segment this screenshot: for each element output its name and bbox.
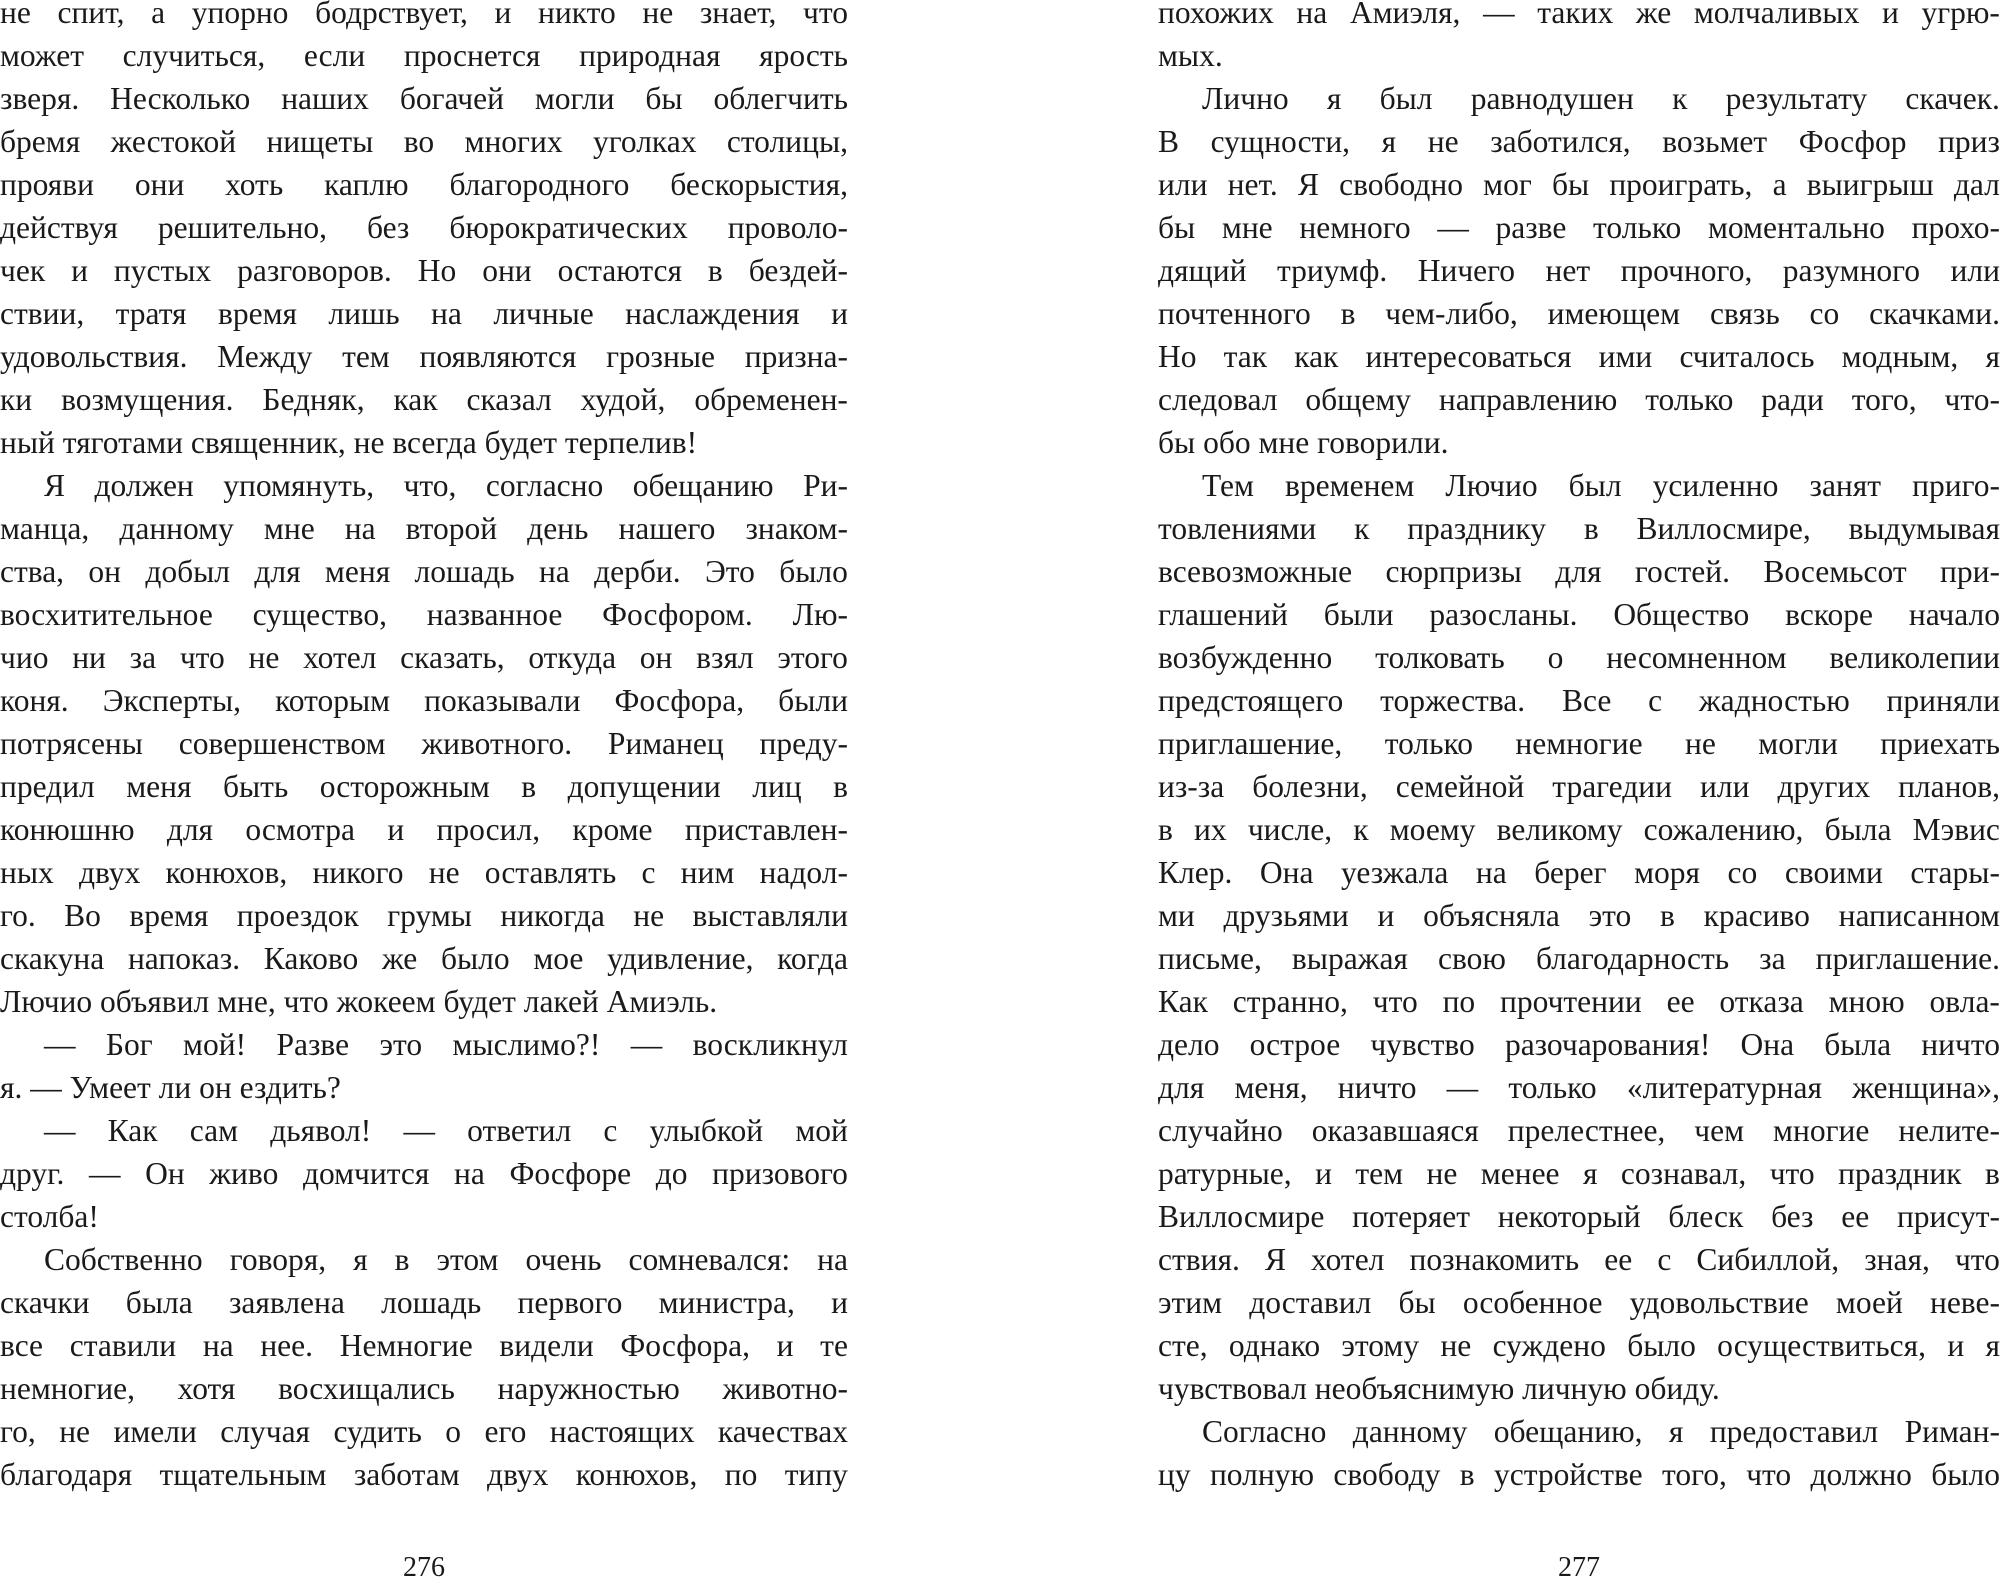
text-line: глашений были разосланы. Общество вскоре начало (1158, 597, 2000, 632)
text-line: В сущности, я не заботился, возьмет Фосфор приз (1158, 124, 2000, 159)
text-line: потрясены совершенством животного. Риманец преду- (0, 726, 848, 761)
text-line: ки возмущения. Бедняк, как сказал худой, обременен- (0, 382, 848, 417)
text-line: Виллосмире потеряет некоторый блеск без ее присут- (1158, 1199, 2000, 1234)
right-page-number: 277 (1558, 1552, 1600, 1583)
text-line: конюшню для осмотра и просил, кроме приставлен- (0, 812, 848, 847)
text-line: следовал общему направлению только ради того, что- (1158, 382, 2000, 417)
text-line: ратурные, и тем не менее я сознавал, что праздник в (1158, 1156, 2000, 1191)
text-line: мых. (1158, 38, 1223, 73)
text-line: или нет. Я свободно мог бы проиграть, а выигрыш дал (1158, 167, 2000, 202)
text-line: ный тяготами священник, не всегда будет терпелив! (0, 425, 698, 460)
text-line: друг. — Он живо домчится на Фосфоре до призового (0, 1156, 848, 1191)
text-line: ных двух конюхов, никого не оставлять с ним надол- (0, 855, 848, 890)
text-line: столба! (0, 1199, 99, 1234)
text-line: в их числе, к моему великому сожалению, была Мэвис (1158, 812, 2000, 847)
text-line: приглашение, только немногие не могли приехать (1158, 726, 2000, 761)
text-line: предил меня быть осторожным в допущении лиц в (0, 769, 848, 804)
text-line: похожих на Амиэля, — таких же молчаливых и угрю- (1158, 0, 2000, 30)
text-line: ми друзьями и объясняла это в красиво написанном (1158, 898, 2000, 933)
left-page-number: 276 (403, 1552, 445, 1583)
text-line: скачки была заявлена лошадь первого министра, и (0, 1285, 848, 1320)
text-line: манца, данному мне на второй день нашего знаком- (0, 511, 848, 546)
text-line: я. — Умеет ли он ездить? (0, 1070, 341, 1105)
text-line: письме, выражая свою благодарность за приглашение. (1158, 941, 2000, 976)
text-line: прояви они хоть каплю благородного бескорыстия, (0, 167, 848, 202)
text-line: коня. Эксперты, которым показывали Фосфора, были (0, 683, 848, 718)
text-line: не спит, а упорно бодрствует, и никто не знает, что (0, 0, 848, 30)
text-line: этим доставил бы особенное удовольствие моей неве- (1158, 1285, 2000, 1320)
text-line: Лично я был равнодушен к результату скачек. (1202, 81, 2000, 116)
text-line: чио ни за что не хотел сказать, откуда он взял этого (0, 640, 848, 675)
text-line: немногие, хотя восхищались наружностью животно- (0, 1371, 848, 1406)
text-line: Лючио объявил мне, что жокеем будет лакей Амиэль. (0, 984, 718, 1019)
text-line: дело острое чувство разочарования! Она была ничто (1158, 1027, 2000, 1062)
text-line: ства, он добыл для меня лошадь на дерби. Это было (0, 554, 848, 589)
text-line: скакуна напоказ. Каково же было мое удивление, когда (0, 941, 848, 976)
text-line: бремя жестокой нищеты во многих уголках столицы, (0, 124, 848, 159)
text-line: чувствовал необъяснимую личную обиду. (1158, 1371, 1720, 1406)
text-line: товлениями к празднику в Виллосмире, выдумывая (1158, 511, 2000, 546)
left-page (0, 0, 848, 1590)
text-line: предстоящего торжества. Все с жадностью приняли (1158, 683, 2000, 718)
right-page-text (1158, 0, 2000, 1496)
left-page-text (0, 0, 848, 1496)
text-line: случайно оказавшаяся прелестнее, чем многие нелите- (1158, 1113, 2000, 1148)
text-line: для меня, ничто — только «литературная женщина», (1158, 1070, 2000, 1105)
text-line: возбужденно толковать о несомненном великолепии (1158, 640, 2000, 675)
text-line: Согласно данному обещанию, я предоставил Риман- (1202, 1414, 2000, 1449)
text-line: Как странно, что по прочтении ее отказа мною овла- (1158, 984, 2000, 1019)
text-line: Тем временем Лючио был усиленно занят приго- (1202, 468, 2000, 503)
text-line: бы мне немного — разве только моментально прохо- (1158, 210, 2000, 245)
text-line: зверя. Несколько наших богачей могли бы облегчить (0, 81, 848, 116)
text-line: Я должен упомянуть, что, согласно обещанию Ри- (44, 468, 848, 503)
text-line: — Как сам дьявол! — ответил с улыбкой мой (44, 1113, 848, 1148)
text-line: ствии, тратя время лишь на личные наслаждения и (0, 296, 848, 331)
text-line: может случиться, если проснется природная ярость (0, 38, 848, 73)
text-line: чек и пустых разговоров. Но они остаются в бездей- (0, 253, 848, 288)
text-line: из-за болезни, семейной трагедии или других планов, (1158, 769, 2000, 804)
text-line: го, не имели случая судить о его настоящих качествах (0, 1414, 848, 1449)
text-line: восхитительное существо, названное Фосфором. Лю- (0, 597, 848, 632)
text-line: удовольствия. Между тем появляются грозные призна- (0, 339, 848, 374)
text-line: — Бог мой! Разве это мыслимо?! — воскликнул (44, 1027, 848, 1062)
text-line: бы обо мне говорили. (1158, 425, 1449, 460)
text-line: ствия. Я хотел познакомить ее с Сибиллой, зная, что (1158, 1242, 2000, 1277)
right-page (1158, 0, 2000, 1590)
text-line: дящий триумф. Ничего нет прочного, разумного или (1158, 253, 2000, 288)
text-line: го. Во время проездок грумы никогда не выставляли (0, 898, 848, 933)
text-line: цу полную свободу в устройстве того, что должно было (1158, 1457, 2000, 1492)
text-line: сте, однако этому не суждено было осуществиться, и я (1158, 1328, 2000, 1363)
text-line: все ставили на нее. Немногие видели Фосфора, и те (0, 1328, 848, 1363)
text-line: Клер. Она уезжала на берег моря со своими стары- (1158, 855, 2000, 890)
text-line: всевозможные сюрпризы для гостей. Восемьсот при- (1158, 554, 2000, 589)
text-line: благодаря тщательным заботам двух конюхов, по типу (0, 1457, 848, 1492)
text-line: действуя решительно, без бюрократических проволо- (0, 210, 848, 245)
text-line: Но так как интересоваться ими считалось модным, я (1158, 339, 2000, 374)
text-line: почтенного в чем-либо, имеющем связь со скачками. (1158, 296, 2000, 331)
text-line: Собственно говоря, я в этом очень сомневался: на (44, 1242, 848, 1277)
